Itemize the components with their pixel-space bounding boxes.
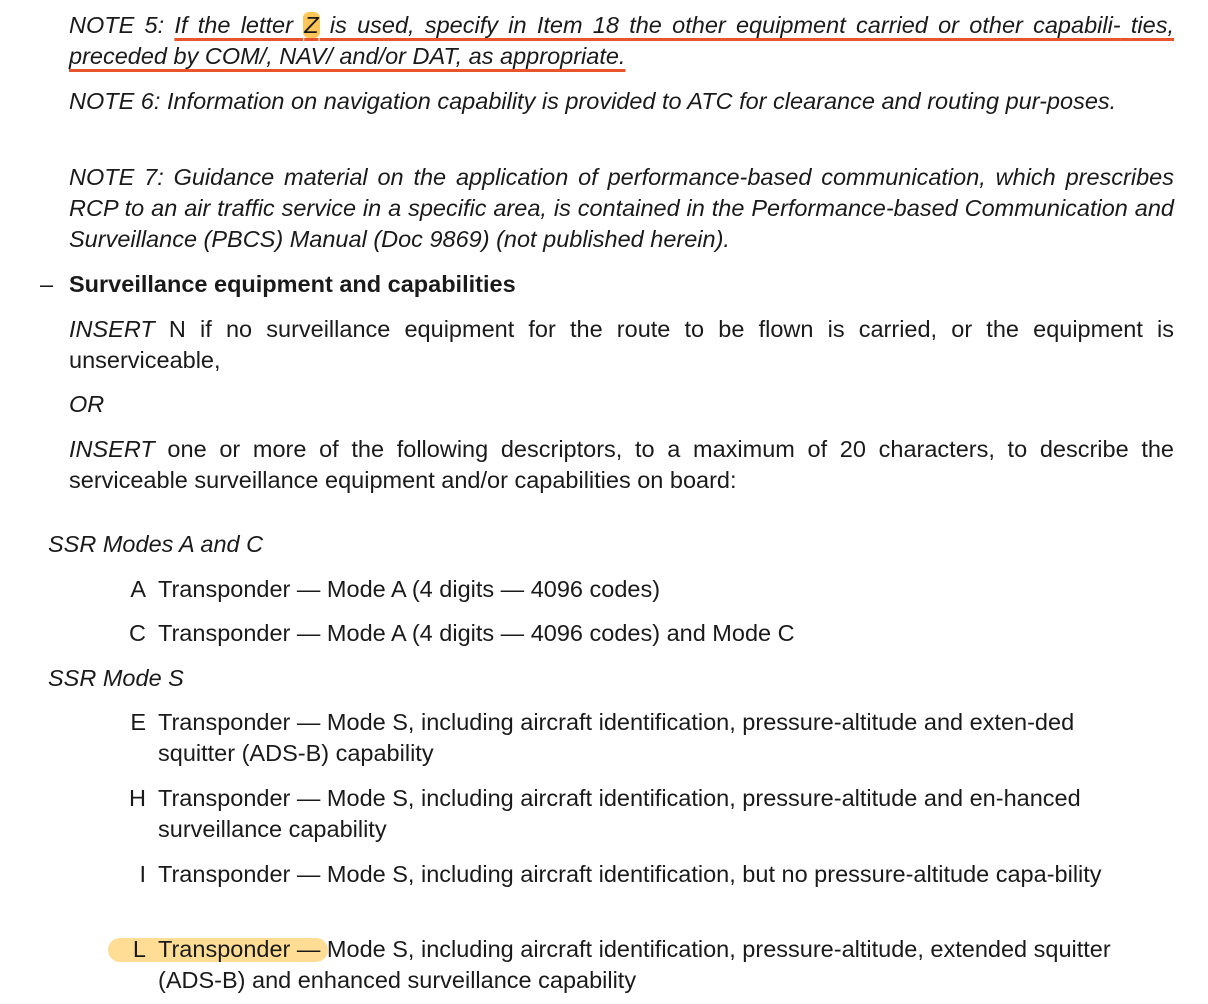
descriptor-text: Transponder — Mode S, including aircraft identification, pressure-altitude and exten-ded squitter (ADS-B) capability	[158, 709, 1075, 766]
descriptor-code: E	[130, 709, 146, 735]
note-5	[69, 10, 1174, 72]
note-6-label: NOTE 6:	[69, 88, 167, 114]
descriptor-text: Transponder — Mode S, including aircraft identification, pressure-altitude, extended squitter (ADS-B) and enhanced surveillance capability	[158, 936, 1111, 993]
descriptor-code: H	[129, 785, 146, 811]
section-heading: Surveillance equipment and capabilities	[69, 271, 516, 297]
note-7-text: Guidance material on the application of performance-based communication, which prescribes RCP to an air traffic service in a specific area, is contained in the Performance-based Communication and Surveillance (PBCS) Manual (Doc 9869) (not published herein).	[69, 164, 1174, 252]
descriptor-code: A	[130, 576, 146, 602]
descriptor-text: Transponder — Mode A (4 digits — 4096 codes)	[158, 576, 661, 602]
insert-n-text: N if no surveillance equipment for the route to be flown is carried, or the equipment is unserviceable,	[69, 316, 1174, 373]
note-7-label: NOTE 7:	[69, 164, 174, 190]
insert-descriptors-text: one or more of the following descriptors, to a maximum of 20 characters, to describe the serviceable surveillance equipment and/or capabilities on board:	[69, 436, 1174, 493]
group-title-ssr-mode-s: SSR Mode S	[48, 665, 184, 691]
group-title-ssr-modes-a-c: SSR Modes A and C	[48, 531, 264, 557]
descriptor-code: I	[139, 861, 146, 887]
insert-n-keyword: INSERT	[69, 316, 155, 342]
highlighted-letter-z: Z	[304, 12, 319, 38]
descriptor-code: C	[129, 620, 146, 646]
heading-dash: –	[40, 271, 54, 297]
insert-descriptors-keyword: INSERT	[69, 436, 155, 462]
descriptor-code: L	[132, 936, 146, 962]
note-5-underlined-text: If the letter Z is used, specify in Item 18 the other equipment carried or other capabili- ties, preceded by COM/, NAV/ and/or DAT, as appropriate.	[69, 12, 1175, 69]
note-5-label: NOTE 5:	[69, 12, 175, 38]
note-6-text: Information on navigation capability is provided to ATC for clearance and routing pur-poses.	[166, 88, 1117, 114]
or-text: OR	[69, 391, 105, 417]
descriptor-text: Transponder — Mode S, including aircraft identification, but no pressure-altitude capa-bility	[158, 861, 1102, 887]
insert-n-paragraph	[69, 314, 1174, 376]
note-6	[69, 86, 1174, 117]
note-7	[69, 162, 1174, 255]
descriptor-text: Transponder — Mode A (4 digits — 4096 codes) and Mode C	[158, 620, 795, 646]
descriptor-text: Transponder — Mode S, including aircraft identification, pressure-altitude and en-hanced surveillance capability	[158, 785, 1081, 842]
insert-descriptors-paragraph	[69, 434, 1174, 496]
